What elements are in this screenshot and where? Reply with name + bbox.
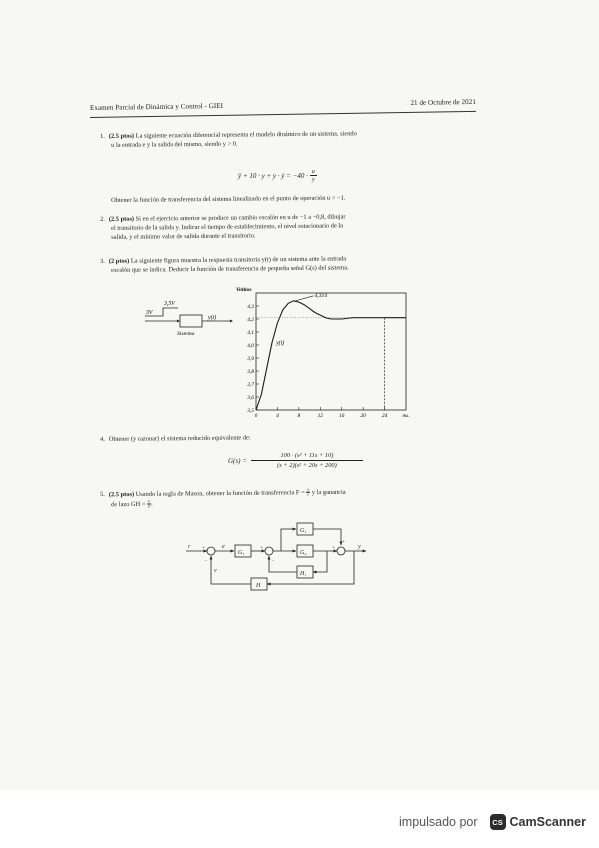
chart-x-tick-label: 12 — [317, 413, 323, 419]
chart-marks — [256, 293, 406, 410]
q4-transfer-function — [228, 452, 363, 469]
q4-fraction-bar — [251, 460, 363, 461]
sum2-plus-sign: + — [260, 546, 264, 551]
question-5 — [100, 486, 480, 510]
q1-after: Obtener la función de transferencia del sistema linealizado en el punto de operación u = −1. — [111, 194, 346, 204]
q5-block-diagram — [182, 514, 372, 596]
q3-line1: La siguiente figura muestra la respuesta transitoria y(t) de un sistema ante la entrada — [130, 255, 347, 265]
q1-line2: u la entrada e y la salida del mismo, siendo y > 0. — [111, 140, 238, 149]
q4-numerator: 100 · (s² + 11s + 10) — [280, 452, 334, 459]
chart-y-tick-label: 3,6 — [247, 395, 254, 401]
v-feedback-line — [211, 556, 251, 584]
chart-x-tick-label: 8 — [297, 413, 301, 419]
q5-line1b: y la ganancia — [311, 488, 346, 497]
step-high-label: 3,5V — [164, 301, 175, 307]
q4-lhs: G(s) = — [228, 456, 247, 465]
q1-equation — [238, 168, 378, 183]
q5-gh-denominator: e — [148, 503, 151, 509]
upper-branch-line — [281, 529, 296, 551]
summing-junction-2 — [265, 547, 273, 555]
chart-x-tick-label: 16 — [339, 413, 345, 419]
chart-x-tick-label: 24 — [381, 413, 388, 419]
powered-by-text: impulsado por — [399, 815, 478, 829]
q5-line1: Usando la regla de Mason, obtener la función de transferencia F = — [135, 489, 305, 499]
g1-upper-label: G₁ — [300, 528, 307, 534]
q1-line1: La siguiente ecuación diferencial representa el modelo dinámico de un sistema, siendo — [135, 130, 357, 140]
q5-line2b: . — [151, 500, 153, 508]
q5-gh-numerator: v — [147, 498, 151, 504]
sum2-minus-sign: − — [271, 559, 275, 564]
camscanner-badge — [485, 812, 591, 832]
chart-y-tick-label: 4,2 — [247, 317, 254, 323]
sum1-minus-sign: − — [204, 559, 208, 564]
e-label: e — [222, 544, 225, 550]
g2-label: G₂ — [300, 550, 307, 556]
q2-line2: el transitorio de la salida y. Indicar el tiempo de establecimiento, el nivel estacionario de la — [111, 222, 344, 232]
chart-curve-label: y(t) — [276, 340, 285, 347]
input-arrowhead — [177, 320, 180, 323]
q3-points: (2 ptos) — [108, 257, 130, 265]
q4-number: 4. — [100, 435, 105, 443]
chart-series-line — [256, 301, 406, 410]
g1-main-label: G₁ — [238, 550, 245, 556]
q3-number: 3. — [100, 257, 105, 265]
sum1-plus-sign: + — [202, 546, 206, 551]
camscanner-brand: CamScanner — [509, 815, 586, 829]
r-label: r — [188, 544, 191, 550]
chart-y-axis-label: Voltios — [236, 287, 252, 293]
q5-f-numerator: y — [307, 486, 310, 492]
sum3-plus-sign-left: + — [332, 546, 336, 551]
summing-junction-3 — [337, 547, 345, 555]
q1-number: 1. — [100, 132, 105, 140]
q1-points: (2.5 ptos) — [108, 132, 135, 140]
chart-y-tick-label: 3,8 — [247, 369, 254, 375]
v-label: v — [214, 568, 217, 574]
chart-y-tick-label: 4,3 — [247, 304, 254, 310]
q5-f-denominator: r — [307, 492, 310, 498]
q2-line3: salida, y el mínimo valor de salida durante el transitorio. — [111, 232, 256, 241]
chart-y-tick-label: 3,5 — [247, 408, 254, 414]
h-label: H — [256, 583, 261, 589]
chart-y-tick-label: 4,1 — [247, 330, 254, 336]
chart-peak-pointer — [296, 296, 314, 301]
y-label: y — [358, 544, 361, 550]
camscanner-logo-icon: CS — [490, 814, 506, 830]
q4-denominator: (s + 2)(s² + 20s + 200) — [277, 462, 337, 469]
q5-line2: de lazo GH = — [111, 500, 146, 509]
q3-system-block-diagram — [140, 295, 240, 343]
chart-x-ticks — [255, 407, 410, 419]
upper-branch-to-sum3-line — [313, 529, 341, 545]
chart-y-tick-label: 4,0 — [247, 343, 254, 349]
system-output-label: y(t) — [208, 315, 217, 321]
chart-x-tick-label: 20 — [360, 413, 366, 419]
question-2 — [100, 211, 480, 242]
step-low-label: 3V — [146, 310, 153, 316]
q1-eq-numerator: u — [311, 168, 315, 175]
chart-plot-frame — [256, 293, 406, 410]
chart-x-tick-label: 0 — [254, 413, 258, 419]
chart-x-tick-label: ms. — [402, 413, 410, 419]
h1-feedback-in-line — [313, 551, 327, 572]
summing-junction-1 — [207, 547, 215, 555]
chart-y-ticks — [246, 304, 259, 414]
q2-number: 2. — [100, 215, 105, 223]
sum3-plus-sign-top: + — [342, 540, 346, 545]
q5-f-fraction — [306, 488, 310, 498]
q2-line1: Si en el ejercicio anterior se produce un cambio escalón en u de −1 a −0,8, dibujar — [135, 213, 346, 223]
chart-y-tick-label: 3,9 — [247, 356, 254, 362]
q4-fraction — [251, 452, 363, 469]
chart-x-tick-label: 4 — [276, 413, 279, 419]
q5-points: (2.5 ptos) — [108, 491, 135, 499]
h1-label: H₁ — [300, 571, 307, 577]
h-feedback-in-line — [267, 551, 354, 584]
q1-eq-denominator: y — [311, 176, 315, 183]
q2-points: (2.5 ptos) — [108, 215, 135, 223]
q3-response-chart — [232, 283, 408, 419]
system-box — [180, 315, 202, 327]
chart-y-tick-label: 3,7 — [247, 382, 254, 388]
q1-equation-lhs: ÿ + 10 · y + y · ẏ = −40 · — [238, 171, 308, 180]
q4-line1: Obtener (y razonar) el sistema reducido equivalente de: — [108, 434, 251, 443]
q5-number: 5. — [100, 491, 105, 499]
q1-equation-fraction — [310, 168, 317, 183]
system-label: Sistema — [177, 331, 195, 337]
q3-line2: escalón que se indica. Deducir la función de transferencia de pequeña señal G(s) del sistema. — [111, 264, 349, 274]
exam-date: 21 de Octubre de 2021 — [410, 97, 476, 107]
scanner-watermark — [399, 812, 591, 832]
chart-peak-label: 4,314 — [314, 292, 328, 299]
exam-title: Examen Parcial de Dinámica y Control - GIEI — [89, 101, 224, 112]
